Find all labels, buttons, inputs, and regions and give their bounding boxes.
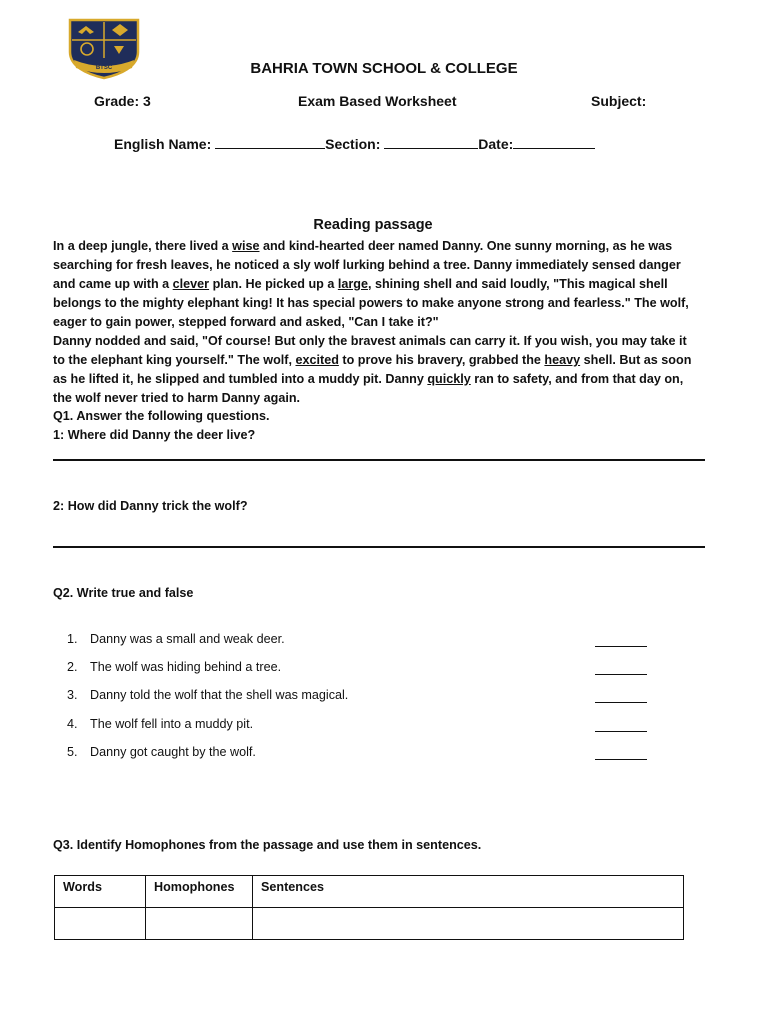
- q1-question-1: 1: Where did Danny the deer live?: [53, 428, 256, 442]
- tf-answer-blank[interactable]: [595, 660, 647, 675]
- section-blank[interactable]: [384, 135, 478, 149]
- tf-number: 5.: [67, 745, 78, 759]
- underlined-word: excited: [295, 353, 339, 367]
- col-homophones: Homophones: [146, 876, 253, 908]
- section-label: Section:: [325, 136, 381, 152]
- tf-statement: Danny told the wolf that the shell was magical.: [90, 688, 349, 702]
- underlined-word: heavy: [544, 353, 581, 367]
- passage-line: [53, 237, 733, 256]
- passage-line: [53, 256, 733, 275]
- logo-text: BTSC: [95, 65, 113, 71]
- tf-answer-blank[interactable]: [595, 688, 647, 703]
- passage-text: Danny nodded and said, "Of course! But only the bravest animals can carry it. If you wish, you may take it: [53, 334, 687, 348]
- tf-number: 4.: [67, 717, 78, 731]
- q3-heading: Q3. Identify Homophones from the passage and use them in sentences.: [53, 838, 482, 852]
- passage-line: [53, 351, 733, 370]
- date-label: Date:: [478, 136, 514, 152]
- passage-line: [53, 332, 733, 351]
- tf-item: [67, 632, 667, 650]
- passage-text: belongs to the mighty elephant king! It has special powers to make anyone strong and fearless." The wolf,: [53, 296, 689, 310]
- passage-text: ran to safety, and from that day on,: [470, 372, 684, 386]
- passage-line: [53, 275, 733, 294]
- tf-statement: The wolf fell into a muddy pit.: [90, 717, 254, 731]
- reading-passage: [53, 237, 733, 408]
- words-cell[interactable]: [55, 908, 146, 940]
- name-label: English Name:: [114, 136, 212, 152]
- underlined-word: large: [337, 277, 368, 291]
- tf-number: 2.: [67, 660, 78, 674]
- passage-text: eager to gain power, stepped forward and asked, "Can I take it?": [53, 315, 439, 329]
- q1-heading: Q1. Answer the following questions.: [53, 409, 270, 423]
- passage-text: shell. But as soon: [580, 353, 692, 367]
- tf-item: [67, 717, 667, 735]
- student-info-line: [114, 135, 595, 152]
- underlined-word: clever: [172, 277, 210, 291]
- tf-statement: Danny got caught by the wolf.: [90, 745, 256, 759]
- subject-label: Subject:: [591, 93, 647, 109]
- passage-line: [53, 370, 733, 389]
- homophones-cell[interactable]: [146, 908, 253, 940]
- col-sentences: Sentences: [253, 876, 684, 908]
- q2-heading: Q2. Write true and false: [53, 586, 194, 600]
- tf-item: [67, 660, 667, 678]
- underlined-word: quickly: [427, 372, 471, 386]
- grade-label: Grade: 3: [94, 93, 151, 109]
- tf-number: 3.: [67, 688, 78, 702]
- passage-text: searching for fresh leaves, he noticed a sly wolf lurking behind a tree. Danny immediately sensed danger: [53, 258, 681, 272]
- tf-item: [67, 688, 667, 706]
- reading-passage-title: Reading passage: [313, 217, 433, 233]
- passage-text: to the elephant king yourself." The wolf,: [53, 353, 296, 367]
- col-words: Words: [55, 876, 146, 908]
- passage-text: as he lifted it, he slipped and tumbled into a muddy pit. Danny: [53, 372, 428, 386]
- passage-text: to prove his bravery, grabbed the: [338, 353, 545, 367]
- tf-answer-blank[interactable]: [595, 745, 647, 760]
- tf-statement: The wolf was hiding behind a tree.: [90, 660, 282, 674]
- worksheet-type: Exam Based Worksheet: [298, 93, 457, 109]
- passage-text: and kind-hearted deer named Danny. One sunny morning, as he was: [259, 239, 673, 253]
- underlined-word: wise: [232, 239, 260, 253]
- passage-text: , shining shell and said loudly, "This magical shell: [367, 277, 668, 291]
- sentences-cell[interactable]: [253, 908, 684, 940]
- answer-line-2[interactable]: [53, 546, 705, 548]
- passage-text: In a deep jungle, there lived a: [53, 239, 233, 253]
- q1-question-2: 2: How did Danny trick the wolf?: [53, 499, 248, 513]
- tf-answer-blank[interactable]: [595, 632, 647, 647]
- homophones-table: [54, 875, 684, 940]
- passage-line: [53, 313, 733, 332]
- passage-text: the wolf never tried to harm Danny again.: [53, 391, 301, 405]
- passage-text: plan. He picked up a: [209, 277, 338, 291]
- tf-number: 1.: [67, 632, 78, 646]
- table-header-row: [55, 876, 684, 908]
- passage-line: [53, 389, 733, 408]
- tf-item: [67, 745, 667, 763]
- passage-text: and came up with a: [53, 277, 173, 291]
- answer-line-1[interactable]: [53, 459, 705, 461]
- date-blank[interactable]: [513, 135, 595, 149]
- passage-line: [53, 294, 733, 313]
- tf-statement: Danny was a small and weak deer.: [90, 632, 285, 646]
- school-name: BAHRIA TOWN SCHOOL & COLLEGE: [250, 60, 518, 77]
- name-blank[interactable]: [215, 135, 325, 149]
- table-row: [55, 908, 684, 940]
- tf-answer-blank[interactable]: [595, 717, 647, 732]
